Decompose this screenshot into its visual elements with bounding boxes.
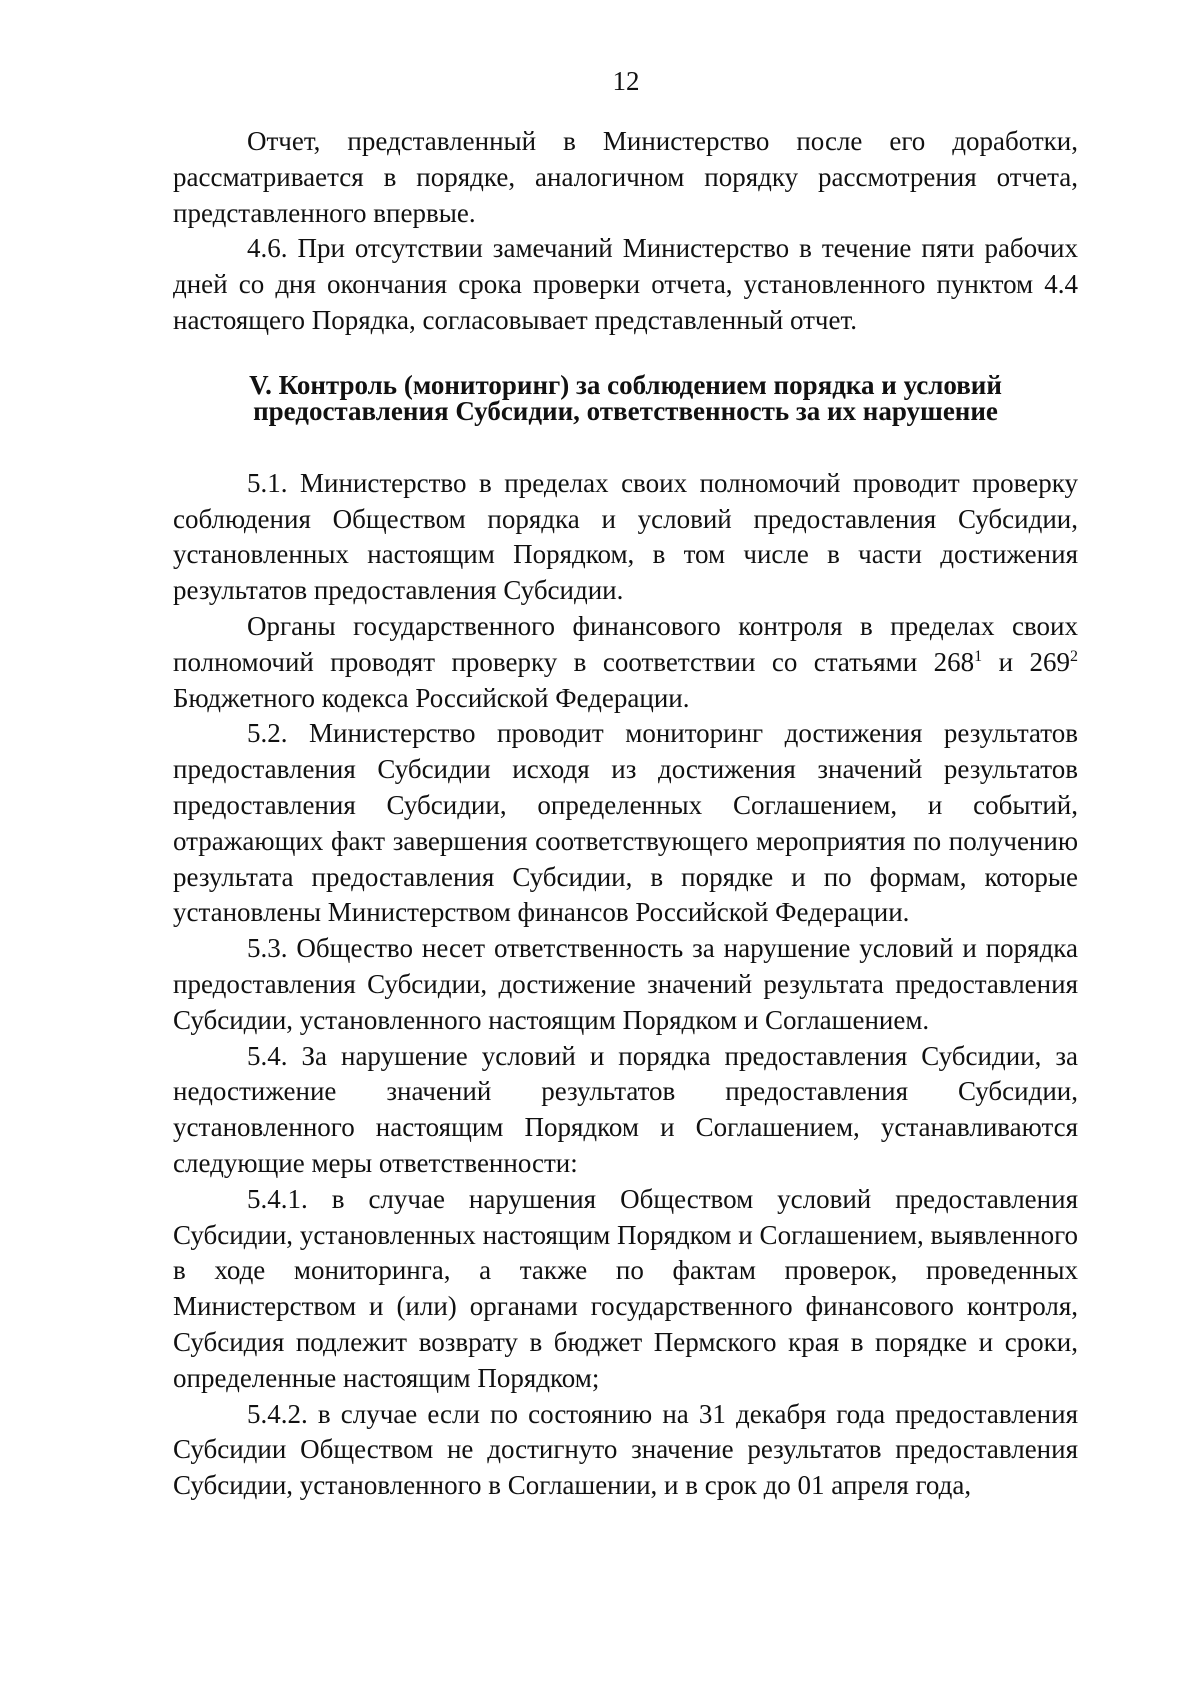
financial-control-text-after: Бюджетного кодекса Российской Федерации. bbox=[173, 682, 690, 713]
paragraph-5-2: 5.2. Министерство проводит мониторинг достижения результатов предоставления Субсидии исходя из достижения значений результатов предоставления Субсидии, определенных Соглашением, и событий, отражающих факт завершения соответствующего мероприятия по получению результата предоставления Субсидии, в порядке и по формам, которые установлены Министерством финансов Российской Федерации. bbox=[173, 718, 1078, 928]
paragraph-5-4-2: 5.4.2. в случае если по состоянию на 31 декабря года предоставления Субсидии Обществом не достигнуто значение результатов предоставления Субсидии, установленного в Соглашении, и в срок до 01 апреля года, bbox=[173, 1398, 1078, 1501]
superscript-1: 1 bbox=[974, 647, 983, 665]
paragraph-5-1: 5.1. Министерство в пределах своих полномочий проводит проверку соблюдения Обществом порядка и условий предоставления Субсидии, установленных настоящим Порядком, в том числе в части достижения результатов предоставления Субсидии. bbox=[173, 467, 1078, 606]
financial-control-text-before: Органы государственного финансового контроля в пределах своих полномочий проводят проверку в соответствии со статьями 268 bbox=[173, 610, 1078, 677]
superscript-2: 2 bbox=[1070, 647, 1079, 665]
document-body bbox=[173, 124, 1078, 1504]
section-heading-line-2: предоставления Субсидии, ответственность за их нарушение bbox=[253, 395, 998, 426]
page-number: 12 bbox=[612, 66, 640, 96]
financial-control-text-middle: и 269 bbox=[982, 646, 1071, 677]
paragraph-financial-control bbox=[173, 609, 1078, 716]
section-heading bbox=[173, 369, 1078, 426]
section-heading-line-1: V. Контроль (мониторинг) за соблюдением порядка и условий bbox=[249, 369, 1002, 400]
paragraph-5-4-1: 5.4.1. в случае нарушения Обществом условий предоставления Субсидии, установленных настоящим Порядком и Соглашением, выявленного в ходе мониторинга, а также по фактам проверок, проведенных Министерством и (или) органами государственного финансового контроля, Субсидия подлежит возврату в бюджет Пермского края в порядке и сроки, определенные настоящим Порядком; bbox=[173, 1183, 1078, 1393]
paragraph-4-6: 4.6. При отсутствии замечаний Министерство в течение пяти рабочих дней со дня окончания срока проверки отчета, установленного пунктом 4.4 настоящего Порядка, согласовывает представленный отчет. bbox=[173, 233, 1078, 335]
paragraph-report-rework: Отчет, представленный в Министерство после его доработки, рассматривается в порядке, аналогичном порядку рассмотрения отчета, представленного впервые. bbox=[173, 126, 1078, 228]
paragraph-5-3: 5.3. Общество несет ответственность за нарушение условий и порядка предоставления Субсидии, достижение значений результата предоставления Субсидии, установленного настоящим Порядком и Соглашением. bbox=[173, 933, 1078, 1035]
paragraph-5-4: 5.4. За нарушение условий и порядка предоставления Субсидии, за недостижение значений результатов предоставления Субсидии, установленного настоящим Порядком и Соглашением, устанавливаются следующие меры ответственности: bbox=[173, 1040, 1078, 1178]
